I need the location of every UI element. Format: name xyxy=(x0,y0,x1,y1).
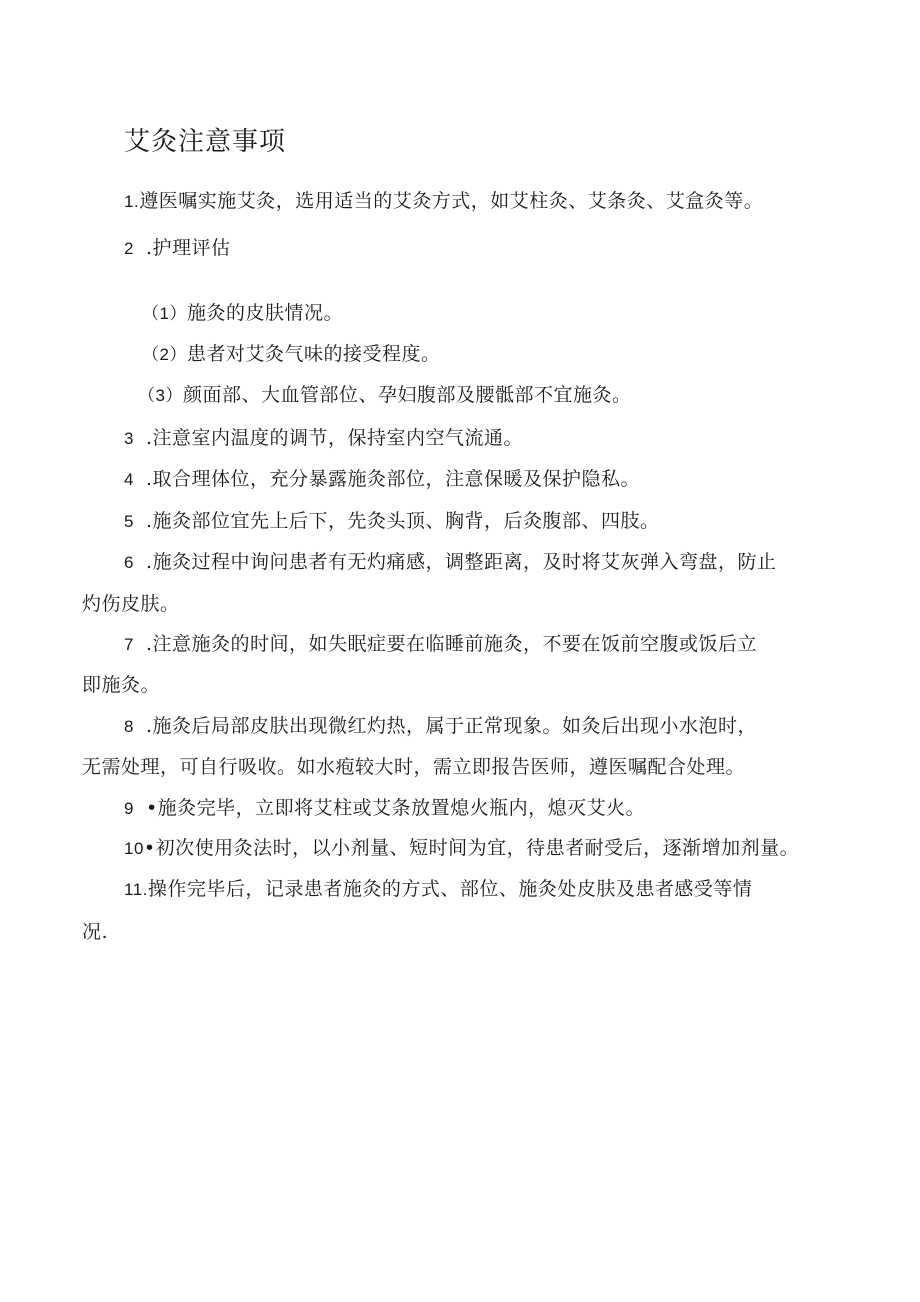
item-text: •初次使用灸法时，以小剂量、短时间为宜，待患者耐受后，逐渐增加剂量。 xyxy=(143,837,800,859)
list-item xyxy=(124,712,757,741)
item-text: .护理评估 xyxy=(145,237,231,259)
item-text: 施灸的皮肤情况。 xyxy=(186,302,343,324)
page-title: 艾灸注意事项 xyxy=(124,127,287,157)
item-number: 3 xyxy=(124,429,134,448)
item-text: .施灸过程中询问患者有无灼痛感，调整距离，及时将艾灰弹入弯盘，防止 xyxy=(145,551,777,573)
item-text: 患者对艾灸气味的接受程度。 xyxy=(186,343,441,365)
item-number: （3） xyxy=(138,386,183,405)
item-text: 遵医嘱实施艾灸，选用适当的艾灸方式，如艾柱灸、艾条灸、艾盒灸等。 xyxy=(139,190,764,212)
list-item xyxy=(124,234,231,263)
item-text: •施灸完毕，立即将艾柱或艾条放置熄火瓶内，熄灭艾火。 xyxy=(145,797,646,819)
item-text: .注意施灸的时间，如失眠症要在临睡前施灸，不要在饭前空腹或饭后立 xyxy=(145,633,758,655)
item-text: .注意室内温度的调节，保持室内空气流通。 xyxy=(145,427,524,449)
list-item-continuation: 灼伤皮肤。 xyxy=(82,593,180,615)
item-number: 5 xyxy=(124,512,134,531)
item-number: 6 xyxy=(124,553,134,572)
item-number: 7 xyxy=(124,635,134,654)
item-number: 1. xyxy=(124,192,140,211)
item-text: .取合理体位，充分暴露施灸部位，注意保暖及保护隐私。 xyxy=(145,468,641,490)
list-item xyxy=(124,834,799,863)
item-number: 2 xyxy=(124,239,134,258)
list-item xyxy=(124,794,645,823)
sub-list-item xyxy=(138,381,631,410)
sub-list-item xyxy=(142,340,440,369)
item-number: （2） xyxy=(142,345,187,364)
item-text: .施灸部位宜先上后下，先灸头顶、胸背，后灸腹部、四肢。 xyxy=(145,510,660,532)
list-item xyxy=(124,875,752,904)
list-item-continuation: 无需处理，可自行吸收。如水疱较大时，需立即报告医师，遵医嘱配合处理。 xyxy=(82,756,746,778)
item-text: .施灸后局部皮肤出现微红灼热，属于正常现象。如灸后出现小水泡时， xyxy=(145,715,758,737)
list-item-continuation: 即施灸。 xyxy=(82,674,161,696)
list-item xyxy=(124,507,660,536)
sub-list-item xyxy=(142,299,343,328)
list-item xyxy=(124,630,757,659)
list-item xyxy=(124,187,763,216)
item-number: 9 xyxy=(124,799,134,818)
item-number: （1） xyxy=(142,304,187,323)
list-item-continuation: 况. xyxy=(82,921,109,943)
list-item xyxy=(124,465,640,494)
item-number: 11. xyxy=(124,880,148,899)
item-number: 4 xyxy=(124,470,134,489)
list-item xyxy=(124,424,523,453)
item-text: 颜面部、大血管部位、孕妇腹部及腰骶部不宜施灸。 xyxy=(182,384,632,406)
item-text: 操作完毕后，记录患者施灸的方式、部位、施灸处皮肤及患者感受等情 xyxy=(147,878,753,900)
item-number: 10 xyxy=(124,839,144,858)
list-item xyxy=(124,548,777,577)
item-number: 8 xyxy=(124,717,134,736)
